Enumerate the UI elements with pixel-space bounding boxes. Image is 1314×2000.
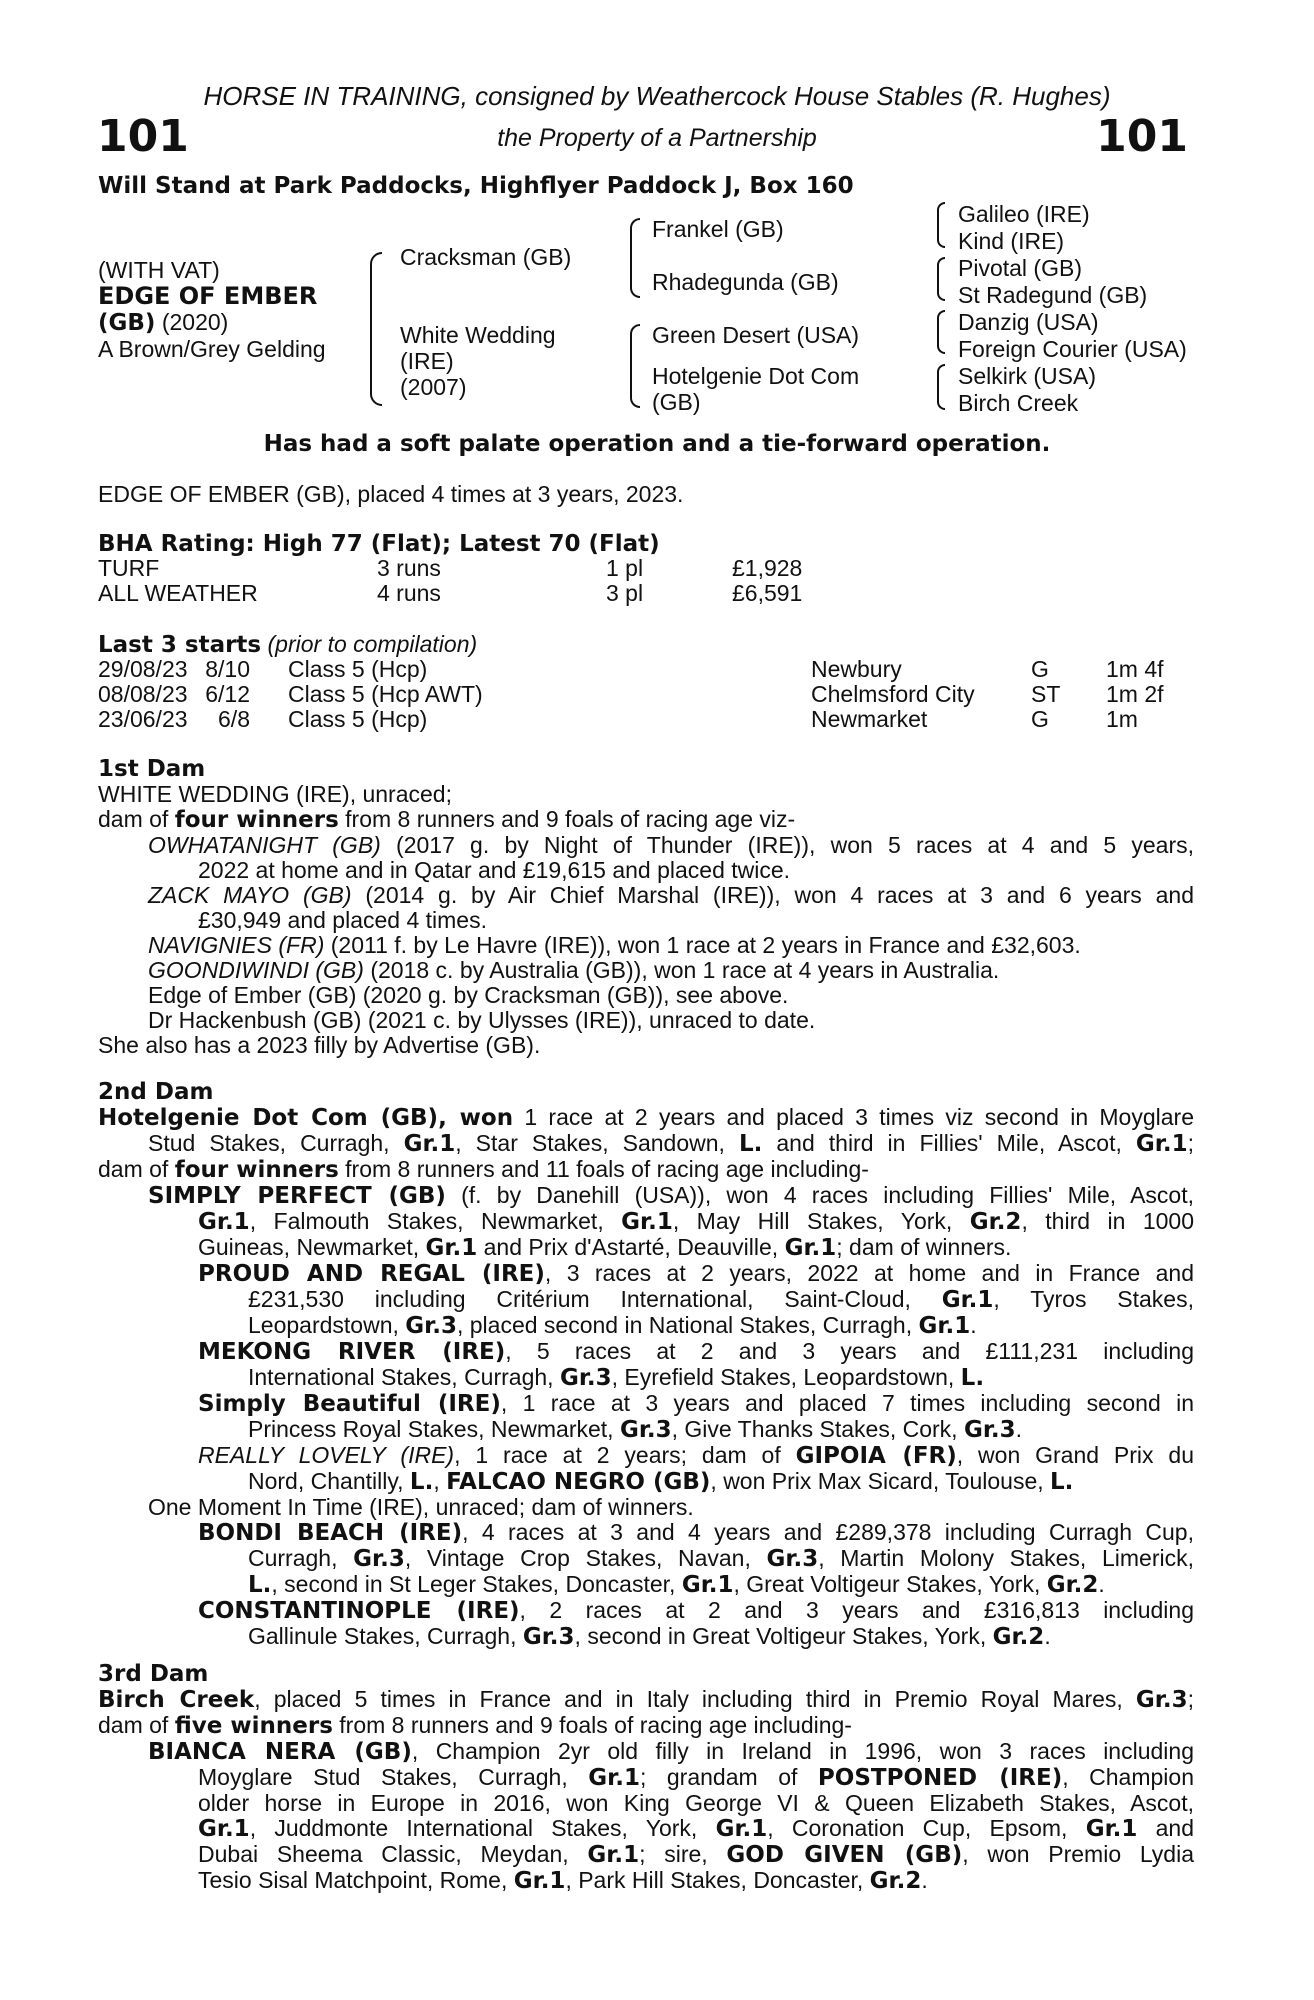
pedigree-brace-gen1 xyxy=(370,252,382,406)
last-starts-title: Last 3 starts xyxy=(98,632,262,658)
start-row xyxy=(98,707,1198,732)
start-class: Class 5 (Hcp AWT) xyxy=(288,681,483,707)
pedigree-dam-l3: (2007) xyxy=(400,374,467,400)
first-dam-intro: WHITE WEDDING (IRE), unraced; xyxy=(98,781,452,807)
pedigree-brace-ss xyxy=(937,202,945,248)
consignor-line: HORSE IN TRAINING, consigned by Weathercock House Stables (R. Hughes) xyxy=(203,81,1111,111)
bondi-beach-l2: Curragh, Gr.3, Vintage Crop Stakes, Navan, Gr.3, Martin Molony Stakes, Limerick, xyxy=(248,1545,1194,1572)
proud-and-regal-l3: Leopardstown, Gr.3, placed second in National Stakes, Curragh, Gr.1. xyxy=(248,1312,977,1339)
start-row xyxy=(98,657,1198,682)
record-runs: 3 runs xyxy=(377,555,441,581)
location-line: Will Stand at Park Paddocks, Highflyer Paddock J, Box 160 xyxy=(98,173,854,199)
start-position: 6/8 xyxy=(218,706,250,732)
bianca-nera-l1: BIANCA NERA (GB), Champion 2yr old filly in Ireland in 1996, won 3 races including xyxy=(148,1738,1194,1765)
third-dam-heading: 3rd Dam xyxy=(98,1661,209,1687)
offspring-2023-filly: She also has a 2023 filly by Advertise (GB). xyxy=(98,1032,541,1058)
pedigree-dam-dam-l2: (GB) xyxy=(652,389,701,415)
pedigree-dsd: Foreign Courier (USA) xyxy=(958,336,1187,362)
start-course: Newmarket xyxy=(811,706,928,732)
owner-line: the Property of a Partnership xyxy=(497,124,817,152)
pedigree-dam-l1: White Wedding xyxy=(400,322,556,348)
horse-year: (2020) xyxy=(155,309,229,335)
start-distance: 1m 4f xyxy=(1106,656,1164,682)
third-dam-line1: Birch Creek, placed 5 times in France and in Italy including third in Premio Royal Mares, Gr.3; xyxy=(98,1686,1194,1713)
pedigree-sire: Cracksman (GB) xyxy=(400,244,572,270)
starts-table xyxy=(98,657,1198,732)
record-surface: TURF xyxy=(98,555,160,581)
second-dam-line2: Stud Stakes, Curragh, Gr.1, Star Stakes, Sandown, L. and third in Fillies' Mile, Ascot, Gr.1; xyxy=(148,1130,1194,1157)
record-prize: £6,591 xyxy=(732,580,803,606)
proud-and-regal-l1: PROUD AND REGAL (IRE), 3 races at 2 years, 2022 at home and in France and xyxy=(198,1260,1195,1287)
bondi-beach-l1: BONDI BEACH (IRE), 4 races at 3 and 4 years and £289,378 including Curragh Cup, xyxy=(198,1519,1194,1546)
horse-name: EDGE OF EMBER xyxy=(98,282,318,310)
last-starts-note: (prior to compilation) xyxy=(261,631,478,657)
record-placings: 1 pl xyxy=(606,555,644,581)
start-class: Class 5 (Hcp) xyxy=(288,656,428,682)
bianca-nera-l4: Gr.1, Juddmonte International Stakes, York, Gr.1, Coronation Cup, Epsom, Gr.1 and xyxy=(198,1815,1195,1842)
mekong-river-l2: International Stakes, Curragh, Gr.3, Eyrefield Stakes, Leopardstown, L. xyxy=(248,1364,985,1391)
pedigree-brace-ds xyxy=(937,310,945,354)
race-summary: EDGE OF EMBER (GB), placed 4 times at 3 years, 2023. xyxy=(98,481,684,507)
simply-perfect-l3: Guineas, Newmarket, Gr.1 and Prix d'Astarté, Deauville, Gr.1; dam of winners. xyxy=(198,1234,1012,1261)
offspring-owhatanight: OWHATANIGHT (GB) (2017 g. by Night of Thunder (IRE)), won 5 races at 4 and 5 years, xyxy=(148,832,1194,858)
pedigree-sdd: St Radegund (GB) xyxy=(958,282,1148,308)
start-distance: 1m xyxy=(1106,706,1138,732)
one-moment-in-time: One Moment In Time (IRE), unraced; dam of winners. xyxy=(148,1494,694,1520)
offspring-edge-of-ember: Edge of Ember (GB) (2020 g. by Cracksman (GB)), see above. xyxy=(148,982,789,1008)
start-date: 08/08/23 xyxy=(98,681,188,707)
second-dam-produce-summary: dam of four winners from 8 runners and 11 foals of racing age including- xyxy=(98,1156,869,1183)
offspring-dr-hackenbush: Dr Hackenbush (GB) (2021 c. by Ulysses (IRE)), unraced to date. xyxy=(148,1007,816,1033)
start-distance: 1m 2f xyxy=(1106,681,1164,707)
third-dam-section xyxy=(98,1662,1194,1894)
pedigree-dam-l2: (IRE) xyxy=(400,348,454,374)
bianca-nera-l3: older horse in Europe in 2016, won King George VI & Queen Elizabeth Stakes, Ascot, xyxy=(198,1790,1194,1816)
offspring-owhatanight-cont: 2022 at home and in Qatar and £19,615 and placed twice. xyxy=(198,857,791,883)
start-position: 8/10 xyxy=(205,656,250,682)
bianca-nera-l2: Moyglare Stud Stakes, Curragh, Gr.1; grandam of POSTPONED (IRE), Champion xyxy=(198,1764,1194,1791)
pedigree-brace-dam xyxy=(630,324,640,408)
pedigree-ddd: Birch Creek xyxy=(958,390,1079,416)
start-going: ST xyxy=(1031,681,1061,707)
lot-number-left: 101 xyxy=(97,111,189,162)
bianca-nera-l5: Dubai Sheema Classic, Meydan, Gr.1; sire, GOD GIVEN (GB), won Premio Lydia xyxy=(198,1841,1194,1868)
start-date: 23/06/23 xyxy=(98,706,188,732)
start-row xyxy=(98,682,1198,707)
pedigree-brace-sire xyxy=(630,218,640,298)
bondi-beach-l3: L., second in St Leger Stakes, Doncaster, Gr.1, Great Voltigeur Stakes, York, Gr.2. xyxy=(248,1571,1105,1598)
second-dam-line1: Hotelgenie Dot Com (GB), won 1 race at 2 years and placed 3 times viz second in Moyglare xyxy=(98,1104,1194,1131)
simply-perfect-l1: SIMPLY PERFECT (GB) (f. by Danehill (USA)), won 4 races including Fillies' Mile, Ascot, xyxy=(148,1182,1194,1209)
constantinople-l1: CONSTANTINOPLE (IRE), 2 races at 2 and 3 years and £316,813 including xyxy=(198,1597,1194,1624)
vat-label: (WITH VAT) xyxy=(98,257,220,283)
pedigree-dss: Danzig (USA) xyxy=(958,309,1099,335)
start-going: G xyxy=(1031,706,1049,732)
mekong-river-l1: MEKONG RIVER (IRE), 5 races at 2 and 3 years and £111,231 including xyxy=(198,1338,1194,1365)
horse-origin-year xyxy=(98,310,228,336)
pedigree-dam-sire: Green Desert (USA) xyxy=(652,322,860,348)
start-course: Chelmsford City xyxy=(811,681,975,707)
start-course: Newbury xyxy=(811,656,902,682)
third-dam-produce-summary: dam of five winners from 8 runners and 9 foals of racing age including- xyxy=(98,1712,852,1739)
record-prize: £1,928 xyxy=(732,555,803,581)
last-starts-heading xyxy=(98,632,477,658)
operation-notice: Has had a soft palate operation and a tie-forward operation. xyxy=(263,431,1051,457)
second-dam-heading: 2nd Dam xyxy=(98,1079,214,1105)
record-surface: ALL WEATHER xyxy=(98,580,258,606)
start-class: Class 5 (Hcp) xyxy=(288,706,428,732)
bha-rating-heading: BHA Rating: High 77 (Flat); Latest 70 (Flat) xyxy=(98,531,660,557)
start-date: 29/08/23 xyxy=(98,656,188,682)
pedigree-sire-dam: Rhadegunda (GB) xyxy=(652,269,839,295)
pedigree-dam-dam-l1: Hotelgenie Dot Com xyxy=(652,363,860,389)
bianca-nera-l6: Tesio Sisal Matchpoint, Rome, Gr.1, Park Hill Stakes, Doncaster, Gr.2. xyxy=(198,1867,928,1894)
simply-beautiful-l2: Princess Royal Stakes, Newmarket, Gr.3, Give Thanks Stakes, Cork, Gr.3. xyxy=(248,1416,1023,1443)
pedigree-brace-sd xyxy=(937,257,945,301)
first-dam-heading: 1st Dam xyxy=(98,756,206,782)
second-dam-section xyxy=(98,1080,1194,1650)
offspring-zack-mayo-cont: £30,949 and placed 4 times. xyxy=(198,907,487,933)
offspring-navignies: NAVIGNIES (FR) (2011 f. by Le Havre (IRE)), won 1 race at 2 years in France and £32,603. xyxy=(148,932,1081,958)
pedigree-dds: Selkirk (USA) xyxy=(958,363,1097,389)
first-dam-produce-summary: dam of four winners from 8 runners and 9 foals of racing age viz- xyxy=(98,806,796,833)
start-position: 6/12 xyxy=(205,681,250,707)
simply-beautiful-l1: Simply Beautiful (IRE), 1 race at 3 years and placed 7 times including second in xyxy=(198,1390,1194,1417)
pedigree-sire-sire: Frankel (GB) xyxy=(652,216,784,242)
record-runs: 4 runs xyxy=(377,580,441,606)
horse-origin: (GB) xyxy=(98,310,156,336)
pedigree-sss: Galileo (IRE) xyxy=(958,201,1090,227)
first-dam-section xyxy=(98,757,1194,1058)
simply-perfect-l2: Gr.1, Falmouth Stakes, Newmarket, Gr.1, May Hill Stakes, York, Gr.2, third in 1000 xyxy=(198,1208,1194,1235)
offspring-goondiwindi: GOONDIWINDI (GB) (2018 c. by Australia (GB)), won 1 race at 4 years in Australia. xyxy=(148,957,1000,983)
really-lovely-l1: REALLY LOVELY (IRE), 1 race at 2 years; dam of GIPOIA (FR), won Grand Prix du xyxy=(198,1442,1195,1469)
proud-and-regal-l2: £231,530 including Critérium International, Saint-Cloud, Gr.1, Tyros Stakes, xyxy=(248,1286,1194,1313)
really-lovely-l2: Nord, Chantilly, L., FALCAO NEGRO (GB), won Prix Max Sicard, Toulouse, L. xyxy=(248,1468,1074,1495)
constantinople-l2: Gallinule Stakes, Curragh, Gr.3, second in Great Voltigeur Stakes, York, Gr.2. xyxy=(248,1623,1051,1650)
record-placings: 3 pl xyxy=(606,580,644,606)
start-going: G xyxy=(1031,656,1049,682)
pedigree-sds: Pivotal (GB) xyxy=(958,255,1082,281)
horse-description: A Brown/Grey Gelding xyxy=(98,336,326,362)
pedigree-brace-dd xyxy=(937,364,945,410)
offspring-zack-mayo: ZACK MAYO (GB) (2014 g. by Air Chief Marshal (IRE)), won 4 races at 3 and 6 years and xyxy=(148,882,1194,908)
lot-number-right: 101 xyxy=(1096,111,1188,162)
pedigree-ssd: Kind (IRE) xyxy=(958,228,1065,254)
